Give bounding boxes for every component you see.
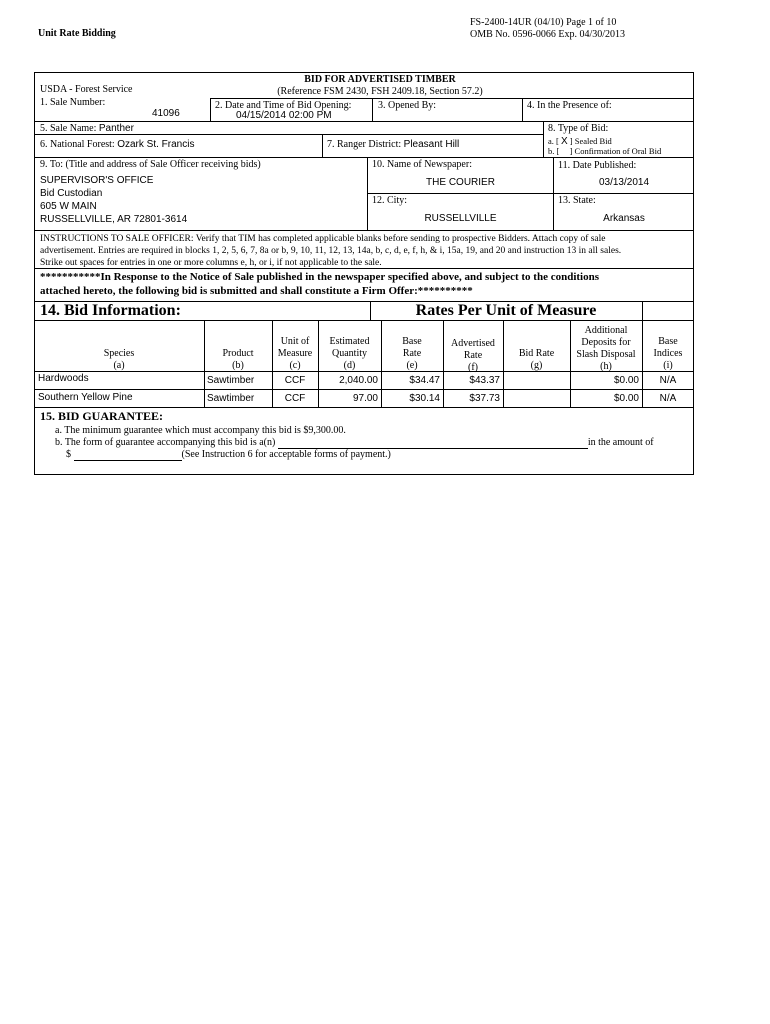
quantity-cell[interactable]: 97.00	[352, 393, 378, 404]
unit-cell[interactable]: CCF	[284, 393, 306, 404]
omb-number: OMB No. 0596-0066 Exp. 04/30/2013	[470, 29, 625, 40]
guarantee-amount-line	[66, 449, 391, 461]
advertised-rate-cell[interactable]: $37.73	[469, 393, 500, 404]
newspaper-value[interactable]: THE COURIER	[426, 177, 495, 188]
column-header-bid-rate: Bid Rate (g)	[518, 348, 555, 371]
advertised-rate-cell[interactable]: $43.37	[469, 375, 500, 386]
guarantee-form-label: b. The form of guarantee accompanying this bid is a(n)	[55, 437, 276, 448]
indices-cell[interactable]: N/A	[659, 375, 677, 386]
product-cell[interactable]: Sawtimber	[207, 375, 255, 386]
bid-type-sealed[interactable]: a. [ X ] Sealed Bid	[548, 136, 612, 147]
opened-by-label: 3. Opened By:	[378, 100, 437, 111]
instructions-line-2: advertisement. Entries are required in blocks 1, 2, 5, 6, 7, 8a or b, 9, 10, 11, 12, 13, 14a, b, c, d, e, f, h, & i, 15a, 19, and 20 and instruction 13 in all sales.	[40, 246, 622, 256]
column-header-quantity: Estimated Quantity (d)	[329, 336, 370, 371]
product-cell[interactable]: Sawtimber	[207, 393, 255, 404]
ranger-district-value[interactable]: Pleasant Hill	[403, 139, 460, 150]
bid-information-title: 14. Bid Information:	[40, 302, 181, 319]
base-rate-cell[interactable]: $34.47	[409, 375, 440, 386]
unit-cell[interactable]: CCF	[284, 375, 306, 386]
guarantee-amount-field[interactable]	[74, 450, 182, 461]
column-header-unit: Unit of Measure (c)	[277, 336, 313, 371]
instructions-line-1: INSTRUCTIONS TO SALE OFFICER: Verify that TIM has completed applicable blanks before sending to prospective Bidders. Attach copy of sale	[40, 234, 606, 244]
species-cell[interactable]: Southern Yellow Pine	[38, 392, 133, 403]
sale-name-label: 5. Sale Name:	[40, 123, 97, 134]
bid-opening-label: 2. Date and Time of Bid Opening:	[215, 100, 352, 111]
base-rate-cell[interactable]: $30.14	[409, 393, 440, 404]
bid-type-label: 8. Type of Bid:	[548, 123, 609, 134]
firm-offer-line-2: attached hereto, the following bid is submitted and shall constitute a Firm Offer:**********	[40, 285, 473, 297]
rates-per-unit-title: Rates Per Unit of Measure	[415, 302, 597, 319]
national-forest-value[interactable]: Ozark St. Francis	[117, 139, 195, 150]
address-line-1[interactable]: SUPERVISOR'S OFFICE	[40, 175, 154, 186]
bid-type-oral[interactable]: b. [ ] Confirmation of Oral Bid	[548, 146, 662, 156]
ranger-district-label: 7. Ranger District:	[327, 139, 402, 150]
state-label: 13. State:	[558, 195, 596, 206]
guarantee-minimum: a. The minimum guarantee which must accompany this bid is $9,300.00.	[55, 425, 346, 436]
form-heading: BID FOR ADVERTISED TIMBER	[304, 74, 456, 85]
document-title: Unit Rate Bidding	[38, 28, 116, 39]
sale-number-value[interactable]: 41096	[152, 108, 180, 119]
date-published-value[interactable]: 03/13/2014	[598, 177, 650, 188]
presence-label: 4. In the Presence of:	[527, 100, 612, 111]
form-number: FS-2400-14UR (04/10) Page 1 of 10	[470, 17, 617, 28]
column-header-indices: Base Indices (i)	[653, 336, 683, 371]
column-header-species: Species (a)	[103, 348, 135, 371]
deposits-cell[interactable]: $0.00	[613, 393, 639, 404]
instructions-line-3: Strike out spaces for entries in one or more columns e, h, or i, if not applicable to the sale.	[40, 258, 382, 268]
deposits-cell[interactable]: $0.00	[613, 375, 639, 386]
date-published-label: 11. Date Published:	[558, 160, 637, 171]
column-header-base-rate: Base Rate (e)	[402, 336, 422, 371]
bid-type-sealed-check[interactable]: X	[560, 136, 568, 147]
firm-offer	[40, 270, 599, 298]
to-label: 9. To: (Title and address of Sale Officer receiving bids)	[40, 159, 261, 170]
column-header-deposits: Additional Deposits for Slash Disposal (h)	[576, 325, 636, 372]
bid-opening-value[interactable]: 04/15/2014 02:00 PM	[236, 110, 332, 121]
guarantee-form-line	[55, 437, 654, 449]
firm-offer-line-1: ***********In Response to the Notice of Sale published in the newspaper specified above, and subject to the conditions	[40, 271, 600, 283]
instructions	[40, 233, 692, 269]
newspaper-label: 10. Name of Newspaper:	[372, 159, 472, 170]
guarantee-payment-note: (See Instruction 6 for acceptable forms of payment.)	[181, 449, 391, 460]
sale-number-label: 1. Sale Number:	[40, 97, 106, 108]
guarantee-form-field[interactable]	[278, 438, 588, 449]
form-reference: (Reference FSM 2430, FSH 2409.18, Section 57.2)	[277, 86, 483, 97]
city-label: 12. City:	[372, 195, 408, 206]
city-value[interactable]: RUSSELLVILLE	[424, 213, 497, 224]
national-forest-label: 6. National Forest:	[40, 139, 115, 150]
column-header-product: Product (b)	[222, 348, 254, 371]
dollar-sign: $	[66, 449, 71, 460]
indices-cell[interactable]: N/A	[659, 393, 677, 404]
bid-guarantee-title: 15. BID GUARANTEE:	[40, 409, 164, 423]
sale-name-value[interactable]: Panther	[98, 123, 134, 134]
quantity-cell[interactable]: 2,040.00	[339, 375, 378, 386]
address-line-2[interactable]: Bid Custodian	[40, 188, 103, 199]
state-value[interactable]: Arkansas	[603, 213, 645, 224]
address-line-3[interactable]: 605 W MAIN	[40, 201, 97, 212]
species-cell[interactable]: Hardwoods	[38, 373, 89, 384]
column-header-advertised-rate: Advertised Rate (f)	[451, 338, 495, 373]
guarantee-amount-label: in the amount of	[587, 437, 654, 448]
address-line-4[interactable]: RUSSELLVILLE, AR 72801-3614	[40, 214, 188, 225]
agency-label: USDA - Forest Service	[40, 84, 133, 95]
